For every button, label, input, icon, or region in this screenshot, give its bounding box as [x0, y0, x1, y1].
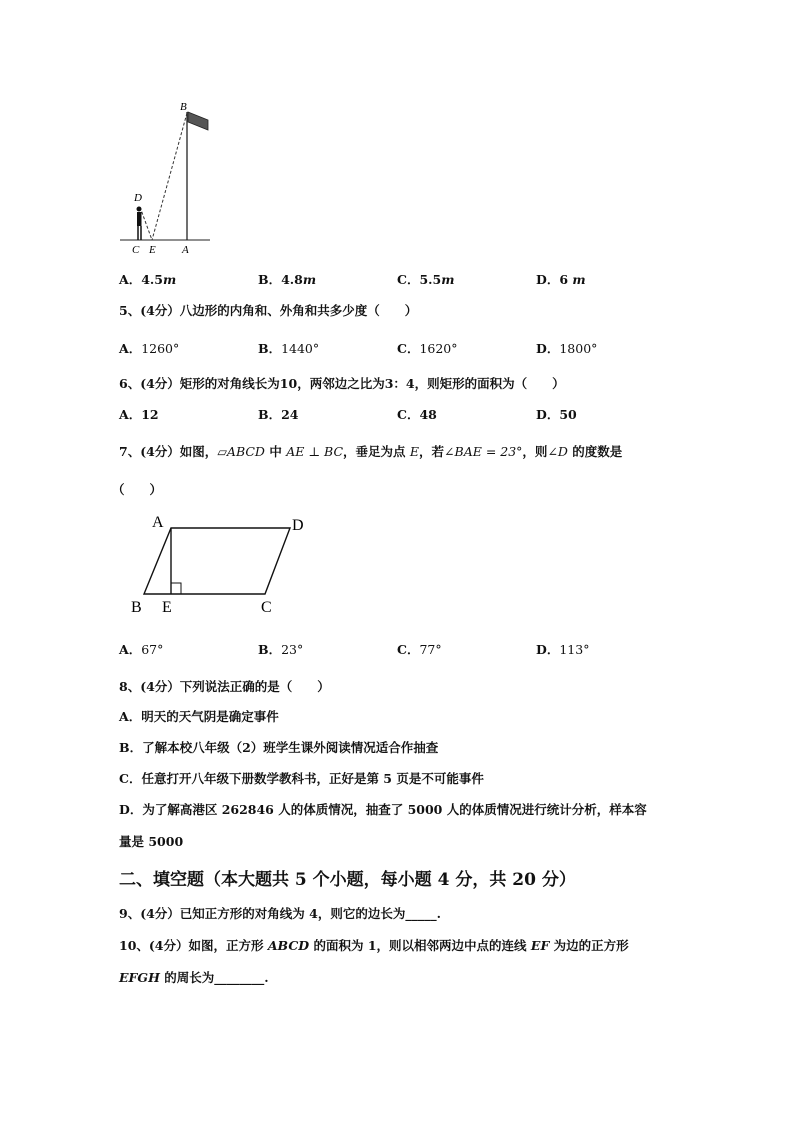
q8-option-c: C．任意打开八年级下册数学教科书，正好是第 5 页是不可能事件: [119, 771, 484, 786]
q4-option-c: C．5.5m: [397, 272, 455, 287]
flagpole-figure: [112, 96, 222, 258]
q5-option-d: D．1800°: [536, 341, 598, 356]
parallelogram-figure: [128, 510, 318, 620]
label-e: E: [149, 244, 156, 256]
q8-option-b: B．了解本校八年级（2）班学生课外阅读情况适合作抽查: [119, 740, 439, 755]
q7-option-c: C．77°: [397, 642, 442, 657]
q4-option-a: A．4.5m: [119, 272, 177, 287]
q7-option-b: B．23°: [258, 642, 304, 657]
q7-option-a: A．67°: [119, 642, 164, 657]
label-d: D: [292, 517, 304, 534]
q5-option-b: B．1440°: [258, 341, 320, 356]
q7-option-d: D．113°: [536, 642, 590, 657]
label-c: C: [132, 244, 140, 256]
q4-option-b: B．4.8m: [258, 272, 317, 287]
q8-option-a: A．明天的天气阴是确定事件: [119, 709, 279, 724]
label-a: A: [182, 244, 189, 256]
q6-stem: 6、(4分）矩形的对角线长为10，两邻边之比为3：4，则矩形的面积为（ ）: [119, 376, 565, 391]
q8-option-d-continued: 量是 5000: [119, 834, 184, 849]
reflection-line-de: [140, 207, 152, 240]
q8-option-d: D．为了解高港区 262846 人的体质情况，抽查了 5000 人的体质情况进行统计分析，样本容: [119, 802, 647, 817]
flag: [188, 112, 208, 130]
label-b: B: [180, 101, 187, 113]
q9-stem: 9、(4分）已知正方形的对角线为 4，则它的边长为_____.: [119, 906, 441, 921]
label-c: C: [261, 599, 272, 616]
label-e: E: [162, 599, 172, 616]
q6-option-d: D．50: [536, 407, 577, 422]
q10-stem-line1: 10、(4分）如图，正方形 ABCD 的面积为 1，则以相邻两边中点的连线 EF 为边的正方形: [119, 938, 629, 953]
person-head: [137, 207, 142, 212]
q10-stem-line2: EFGH 的周长为________.: [119, 970, 269, 985]
q6-option-c: C．48: [397, 407, 437, 422]
person-body: [137, 212, 142, 226]
q5-option-a: A．1260°: [119, 341, 180, 356]
q5-stem: 5、(4分）八边形的内角和、外角和共多少度（ ）: [119, 303, 418, 318]
q5-option-c: C．1620°: [397, 341, 458, 356]
section-heading-fill-blank: 二、填空题（本大题共 5 个小题，每小题 4 分，共 20 分）: [119, 870, 576, 890]
label-b: B: [131, 599, 142, 616]
reflection-line-be: [152, 113, 187, 240]
parallelogram-abcd: [144, 528, 290, 594]
q6-option-a: A．12: [119, 407, 159, 422]
label-a: A: [152, 514, 164, 531]
q4-option-d: D．6 m: [536, 272, 586, 287]
right-angle-mark: [171, 583, 181, 594]
label-d: D: [134, 192, 142, 204]
q6-option-b: B．24: [258, 407, 299, 422]
q7-stem: 7、(4分）如图，▱ABCD 中 AE ⊥ BC，垂足为点 E，若∠BAE = 23°，则∠D 的度数是: [119, 444, 623, 459]
q7-answer-paren: （ ）: [112, 482, 163, 497]
q8-stem: 8、(4分）下列说法正确的是（ ）: [119, 679, 330, 694]
